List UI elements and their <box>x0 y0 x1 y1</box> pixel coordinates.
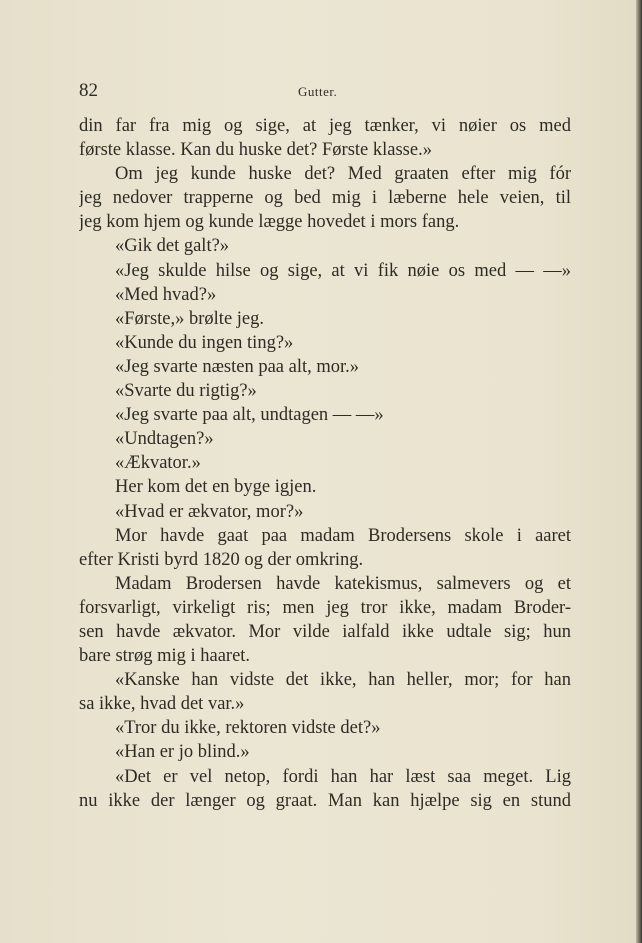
text-line: Mor havde gaat paa madam Brodersens skole i aaret <box>115 525 571 546</box>
body-text <box>79 114 571 813</box>
text-line: «Tror du ikke, rektoren vidste det?» <box>115 718 381 739</box>
text-line: bare strøg mig i haaret. <box>79 646 251 667</box>
text-line: «Gik det galt?» <box>115 236 230 257</box>
text-line: efter Kristi byrd 1820 og der omkring. <box>79 549 364 570</box>
text-line: jeg kom hjem og kunde lægge hovedet i mors fang. <box>79 212 460 233</box>
text-line: Om jeg kunde huske det? Med graaten efter mig fór <box>115 164 571 185</box>
text-line: din far fra mig og sige, at jeg tænker, vi nøier os med <box>79 116 571 136</box>
text-line: «Jeg svarte næsten paa alt, mor.» <box>115 356 360 377</box>
text-line: «Han er jo blind.» <box>115 742 250 763</box>
text-line: «Med hvad?» <box>115 284 217 305</box>
running-head: Gutter. <box>298 84 338 99</box>
text-line: «Kunde du ingen ting?» <box>115 332 294 353</box>
text-line: «Kanske han vidste det ikke, han heller, mor; for han <box>115 670 571 691</box>
page-edge-shadow <box>636 0 642 943</box>
text-line: første klasse. Kan du huske det? Første klasse.» <box>79 140 432 161</box>
text-line: jeg nedover trapperne og bed mig i læberne hele veien, til <box>79 188 571 209</box>
text-line: «Hvad er ækvator, mor?» <box>115 501 304 522</box>
text-line: forsvarligt, virkeligt ris; men jeg tror ikke, madam Broder- <box>79 597 571 618</box>
text-line: «Første,» brølte jeg. <box>115 308 265 329</box>
page-header <box>79 80 571 104</box>
text-line: «Det er vel netop, fordi han har læst saa meget. Lig <box>115 766 571 787</box>
text-line: Madam Brodersen havde katekismus, salmevers og et <box>115 573 571 594</box>
text-line: «Svarte du rigtig?» <box>115 381 257 402</box>
text-line: «Ækvator.» <box>115 453 201 474</box>
page-number: 82 <box>79 80 98 101</box>
text-line: nu ikke der længer og graat. Man kan hjælpe sig en stund <box>79 790 571 811</box>
text-line: «Jeg skulde hilse og sige, at vi fik nøie os med — —» <box>115 260 571 281</box>
text-line: sen havde ækvator. Mor vilde ialfald ikke udtale sig; hun <box>79 621 571 642</box>
text-line: Her kom det en byge igjen. <box>115 477 317 498</box>
text-line: sa ikke, hvad det var.» <box>79 694 245 715</box>
text-line: «Undtagen?» <box>115 429 214 450</box>
text-line: «Jeg svarte paa alt, undtagen — —» <box>115 405 384 426</box>
